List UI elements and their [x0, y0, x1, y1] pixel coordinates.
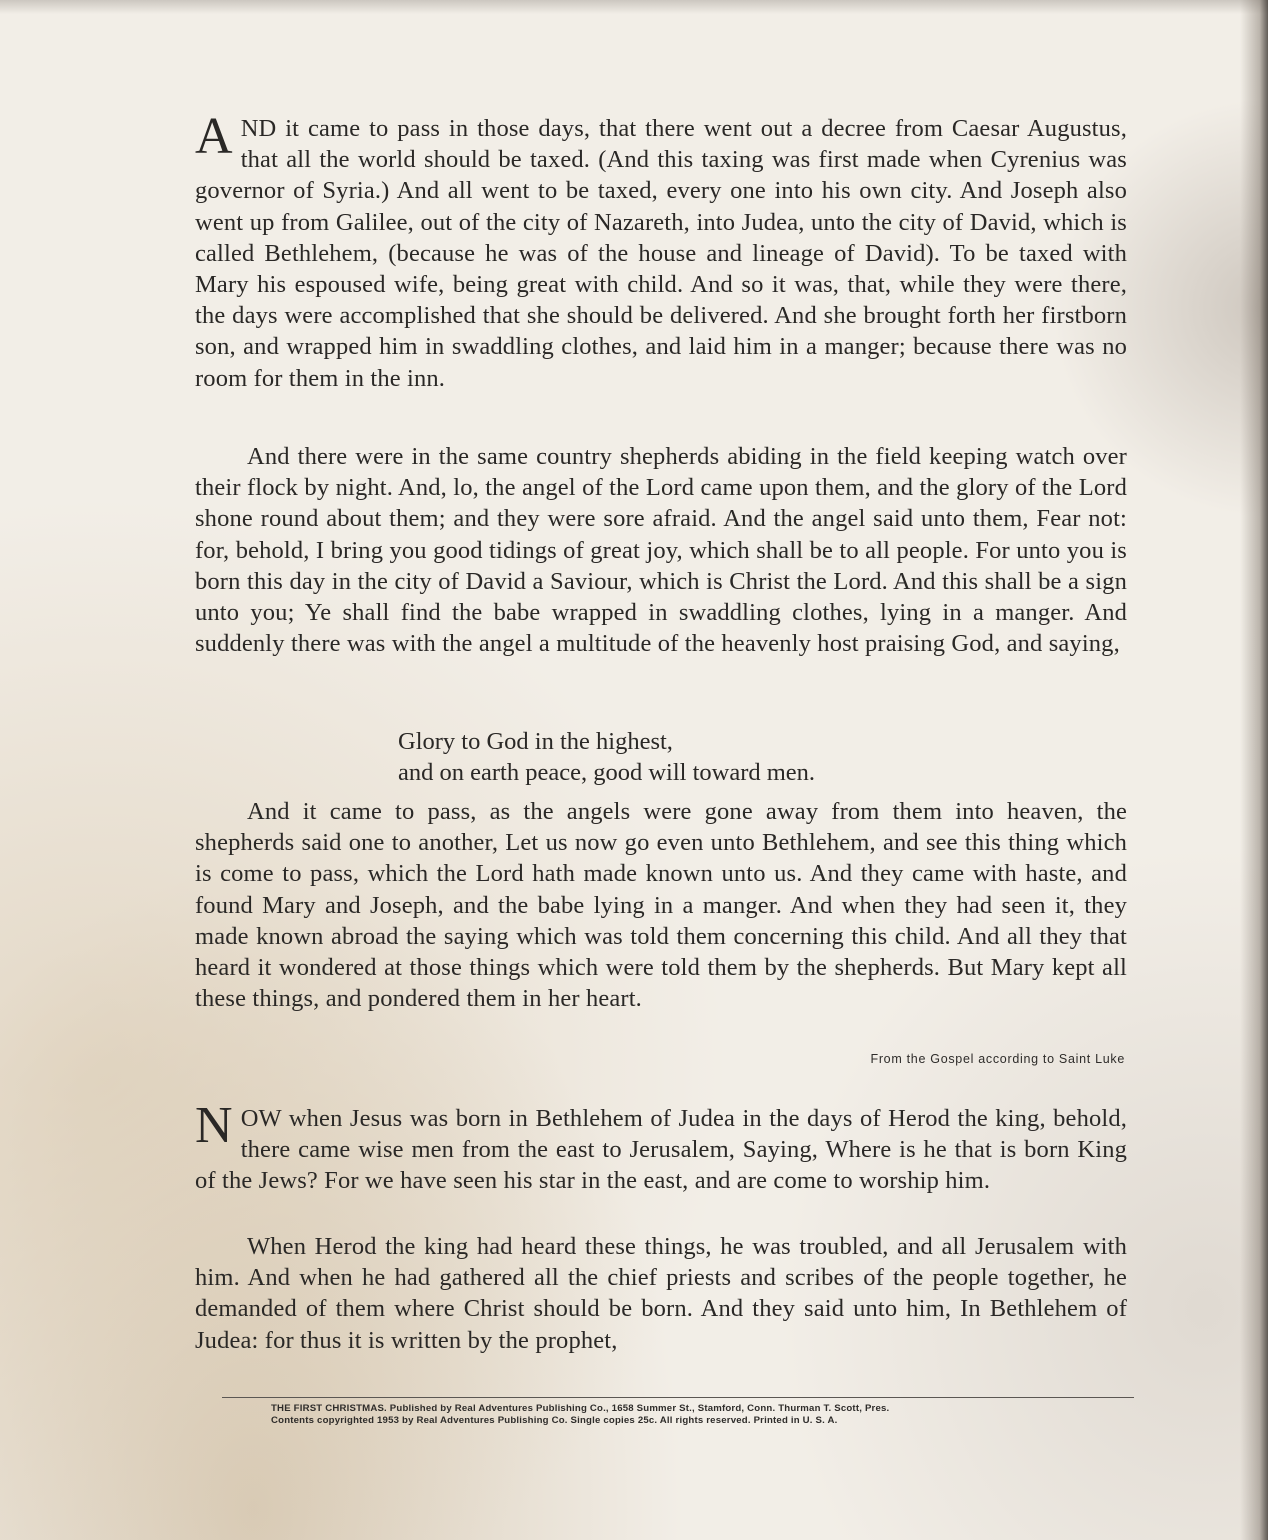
luke-dropcap: A [195, 108, 233, 165]
footer-rule [222, 1397, 1134, 1398]
luke-poem [398, 726, 815, 788]
luke-paragraph-1 [195, 108, 1127, 394]
luke-paragraph-1-text: ND it came to pass in those days, that there went out a decree from Caesar Augustus, that all the world should be taxed. (And this taxing was first made when Cyrenius was governor of Syria.) And all went to be taxed, every one into his own city. And Joseph also went up from Galilee, out of the city of Nazareth, into Judea, unto the city of David, which is called Bethlehem, (because he was of the house and lineage of David). To be taxed with Mary his espoused wife, being great with child. And so it was, that, while they were there, the days were accomplished that she should be delivered. And she brought forth her firstborn son, and wrapped him in swaddling clothes, and laid him in a manger; because there was no room for them in the inn. [195, 115, 1127, 392]
luke-section-3 [195, 796, 1127, 1014]
matthew-paragraph-1 [195, 1097, 1127, 1197]
poem-line-2: and on earth peace, good will toward men. [398, 759, 816, 787]
page-right-edge [1240, 0, 1268, 1540]
colophon-line-2: Contents copyrighted 1953 by Real Adventures Publishing Co. Single copies 25c. All rights reserved. Printed in U. S. A. [271, 1415, 838, 1426]
colophon [271, 1403, 1101, 1427]
poem-line-1: Glory to God in the highest, [398, 728, 673, 755]
page-top-edge [0, 0, 1268, 14]
matthew-section-2 [195, 1231, 1127, 1356]
luke-paragraph-2: And there were in the same country shepherds abiding in the field keeping watch over their flock by night. And, lo, the angel of the Lord came upon them, and the glory of the Lord shone round about them; and they were sore afraid. And the angel said unto them, Fear not: for, behold, I bring you good tidings of great joy, which shall be to all people. For unto you is born this day in the city of David a Saviour, which is Christ the Lord. And this shall be a sign unto you; Ye shall find the babe wrapped in swaddling clothes, lying in a manger. And suddenly there was with the angel a multitude of the heavenly host praising God, and saying, [195, 443, 1127, 658]
matthew-section [195, 1097, 1127, 1197]
matthew-paragraph-1-text: OW when Jesus was born in Bethlehem of Judea in the days of Herod the king, behold, there came wise men from the east to Jerusalem, Saying, Where is he that is born King of the Jews? For we have seen his star in the east, and are come to worship him. [195, 1105, 1127, 1195]
luke-section-2 [195, 441, 1127, 659]
matthew-dropcap: N [195, 1097, 233, 1154]
luke-attribution: From the Gospel according to Saint Luke [870, 1052, 1125, 1066]
luke-section [195, 108, 1127, 394]
colophon-line-1: THE FIRST CHRISTMAS. Published by Real Adventures Publishing Co., 1658 Summer St., Stamford, Conn. Thurman T. Scott, Pres. [271, 1403, 890, 1414]
matthew-paragraph-2: When Herod the king had heard these things, he was troubled, and all Jerusalem with him. And when he had gathered all the chief priests and scribes of the people together, he demanded of them where Christ should be born. And they said unto him, In Bethlehem of Judea: for thus it is written by the prophet, [195, 1233, 1127, 1354]
luke-paragraph-3: And it came to pass, as the angels were gone away from them into heaven, the shepherds said one to another, Let us now go even unto Bethlehem, and see this thing which is come to pass, which the Lord hath made known unto us. And they came with haste, and found Mary and Joseph, and the babe lying in a manger. And when they had seen it, they made known abroad the saying which was told them concerning this child. And all they that heard it wondered at those things which were told them by the shepherds. But Mary kept all these things, and pondered them in her heart. [195, 798, 1127, 1013]
